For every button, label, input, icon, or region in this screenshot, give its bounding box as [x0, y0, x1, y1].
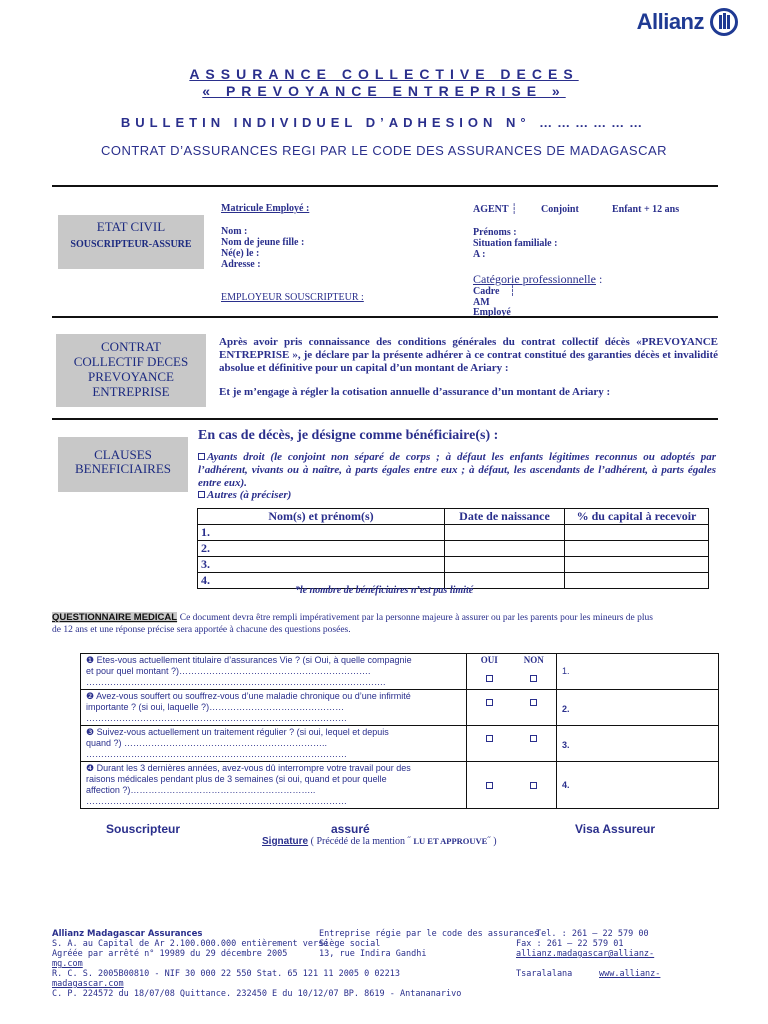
matricule-label: Matricule Employé :	[221, 203, 310, 214]
footer-middle	[319, 929, 539, 959]
employe-label: Employé	[473, 307, 511, 316]
visa-assureur-label: Visa Assureur	[575, 822, 656, 836]
answer-1[interactable]: 1.	[557, 654, 719, 690]
cadre-label: Cadre ┆	[473, 286, 516, 297]
non-header: NON	[523, 655, 544, 665]
footer-regie: Entreprise régie par le code des assurances	[319, 929, 540, 939]
contrat-paragraph2: Et je m’engage à régler la cotisation annuelle d’assurance d’un montant de Ariary :	[219, 386, 611, 398]
question-row	[81, 762, 719, 809]
question-text: ❶ Etes-vous actuellement titulaire d’assurances Vie ? (si Oui, à quelle compagnie et pour quel montant ?)………………………………………………………. ……………………………………………………………………………………….	[81, 654, 467, 690]
souscripteur-label: Souscripteur	[106, 822, 181, 836]
a-label: A :	[473, 249, 486, 260]
divider	[52, 418, 718, 420]
etat-civil-title: ETAT CIVIL	[96, 219, 166, 234]
nom-label: Nom :	[221, 226, 248, 237]
option-ayants-droit: Ayants droit (le conjoint non séparé de corps ; à défaut les enfants légitimes reconnus ou adoptés par l’adhérent, vivants ou à naître, à parts égales entre eux ; à défaut, les ascendants de l’adhérent, à parts égales entre eux).	[198, 451, 716, 489]
signature-line: Signature ( Précédé de la mention ˝ LU ET APPROUVE˝ )	[262, 836, 497, 847]
footer-www[interactable]: www.allianz-	[599, 969, 661, 979]
etat-civil-box	[58, 215, 204, 269]
signature-label: Signature	[262, 836, 309, 847]
q4-non-checkbox[interactable]	[530, 782, 537, 789]
assure-label: assuré	[331, 822, 370, 836]
etat-civil-subtitle: SOUSCRIPTEUR-ASSURE	[70, 239, 192, 250]
table-row[interactable]: 3.	[198, 557, 709, 573]
contrat-box-line3: PREVOYANCE	[88, 369, 174, 384]
col-nom: Nom(s) et prénom(s)	[198, 509, 445, 525]
questionnaire-intro: QUESTIONNAIRE MEDICAL Ce document devra être rempli impérativement par la personne majeure à assurer ou par les parents pour les mineurs de plus de 12 ans et une réponse précise sera apportée à chacune des questions posées.	[52, 612, 653, 635]
col-date: Date de naissance	[445, 509, 565, 525]
clauses-box	[58, 437, 188, 492]
footer-fax: Fax : 261 – 22 579 01	[516, 939, 624, 949]
question-text: ❸ Suivez-vous actuellement un traitement régulier ? (si oui, lequel et depuis quand ?) ………………………………………………………….. ……………………………………………………………………………	[81, 726, 467, 762]
title-line1: ASSURANCE COLLECTIVE DECES	[189, 66, 579, 82]
q1-non-checkbox[interactable]	[530, 675, 537, 682]
allianz-logo	[637, 8, 738, 36]
allianz-eagle-icon	[710, 8, 738, 36]
contrat-box-line4: ENTREPRISE	[92, 384, 170, 399]
questionnaire-table	[80, 653, 719, 809]
title-line2: « PREVOYANCE ENTREPRISE »	[202, 83, 566, 99]
beneficiaires-note: *le nombre de bénéficiaires n’est pas limité	[294, 585, 474, 596]
am-label: AM	[473, 297, 490, 308]
bulletin-title: BULLETIN INDIVIDUEL D’ADHESION N° ………………	[120, 115, 648, 130]
answer-3[interactable]: 3.	[557, 726, 719, 762]
footer-adresse: 13, rue Indira Gandhi	[319, 949, 427, 959]
q2-non-checkbox[interactable]	[530, 699, 537, 706]
answer-4[interactable]: 4.	[557, 762, 719, 809]
footer-email[interactable]: allianz.madagascar@allianz-	[516, 949, 655, 959]
adresse-label: Adresse :	[221, 259, 261, 270]
question-row	[81, 726, 719, 762]
q1-oui-checkbox[interactable]	[486, 675, 493, 682]
table-row[interactable]: 4.	[198, 573, 709, 589]
clauses-box-line1: CLAUSES	[94, 447, 152, 462]
questionnaire-label: QUESTIONNAIRE MEDICAL	[52, 612, 178, 623]
q4-oui-checkbox[interactable]	[486, 782, 493, 789]
divider	[52, 316, 718, 318]
clauses-box-line2: BENEFICIAIRES	[74, 461, 172, 476]
autres-checkbox[interactable]	[198, 491, 205, 498]
logo-text: Allianz	[636, 9, 704, 34]
contrat-paragraph1: Après avoir pris connaissance des conditions générales du contrat collectif décès «PREVOYANCE ENTREPRISE », je déclare par la présente adhérer à ce contrat constitué des garanties décès et invalidité absolue et définitive pour un capital d’un montant de Ariary :	[219, 336, 718, 374]
footer-company: Allianz Madagascar Assurances	[52, 929, 203, 939]
enfant-label: Enfant + 12 ans	[612, 204, 680, 215]
footer-tsaralalana: Tsaralalana	[516, 969, 573, 979]
divider	[52, 185, 718, 187]
footer-siege: Siège social	[319, 939, 381, 949]
footer-left	[52, 929, 328, 959]
beneficiaires-table	[197, 508, 709, 589]
footer-rcs: R. C. S. 2005B00810 - NIF 30 000 22 550 Stat. 65 121 11 2005 0 02213	[52, 969, 400, 979]
table-row[interactable]: 1.	[198, 525, 709, 541]
contrat-box	[56, 334, 206, 407]
prenoms-label: Prénoms :	[473, 227, 517, 238]
table-header-row	[198, 509, 709, 525]
ayants-droit-checkbox[interactable]	[198, 453, 205, 460]
categorie-label: Catégorie professionnelle :	[473, 272, 603, 286]
question-text: ❹ Durant les 3 dernières années, avez-vous dû interrompre votre travail pour des raisons médicales pendant plus de 3 semaines (si oui, quand et pour quelle affection ?)…………………………………………………….. ……………………………………………………………………………	[81, 762, 467, 809]
conjoint-label: Conjoint	[541, 204, 579, 215]
table-row[interactable]: 2.	[198, 541, 709, 557]
contrat-box-line1: CONTRAT	[101, 339, 161, 354]
situation-label: Situation familiale :	[473, 238, 558, 249]
question-row	[81, 690, 719, 726]
footer-email-cont[interactable]: mg.com	[52, 959, 83, 969]
clauses-heading: En cas de décès, je désigne comme bénéficiaire(s) :	[198, 428, 499, 443]
ne-le-label: Né(e) le :	[221, 248, 260, 259]
footer-tel: Tel. : 261 – 22 579 00	[536, 929, 649, 939]
footer-agreee: Agréée par arrêté n° 19989 du 29 décembre 2005	[52, 949, 288, 959]
employeur-label: EMPLOYEUR SOUSCRIPTEUR :	[221, 292, 364, 303]
answer-2[interactable]: 2.	[557, 690, 719, 726]
col-capital: % du capital à recevoir	[565, 509, 709, 525]
footer-capital: S. A. au Capital de Ar 2.100.000.000 entièrement versé	[52, 939, 329, 949]
agent-label: AGENT ┆	[473, 204, 518, 215]
option-autres: Autres (à préciser)	[198, 489, 291, 502]
q3-non-checkbox[interactable]	[530, 735, 537, 742]
footer-www-cont[interactable]: madagascar.com	[52, 979, 124, 989]
question-row	[81, 654, 719, 690]
oui-header: OUI	[480, 655, 498, 665]
footer-cp: C. P. 224572 du 18/07/08 Quittance. 232450 E du 10/12/07 BP. 8619 - Antananarivo	[52, 989, 462, 999]
q3-oui-checkbox[interactable]	[486, 735, 493, 742]
nom-jeune-fille-label: Nom de jeune fille :	[221, 237, 305, 248]
q2-oui-checkbox[interactable]	[486, 699, 493, 706]
question-text: ❷ Avez-vous souffert ou souffrez-vous d’une maladie chronique ou d’une infirmité importante ? (si oui, laquelle ?)……………………………………… ……………………………………………………………………………	[81, 690, 467, 726]
contrat-box-line2: COLLECTIF DECES	[73, 354, 189, 369]
contrat-line: CONTRAT D’ASSURANCES REGI PAR LE CODE DES ASSURANCES DE MADAGASCAR	[100, 143, 668, 158]
